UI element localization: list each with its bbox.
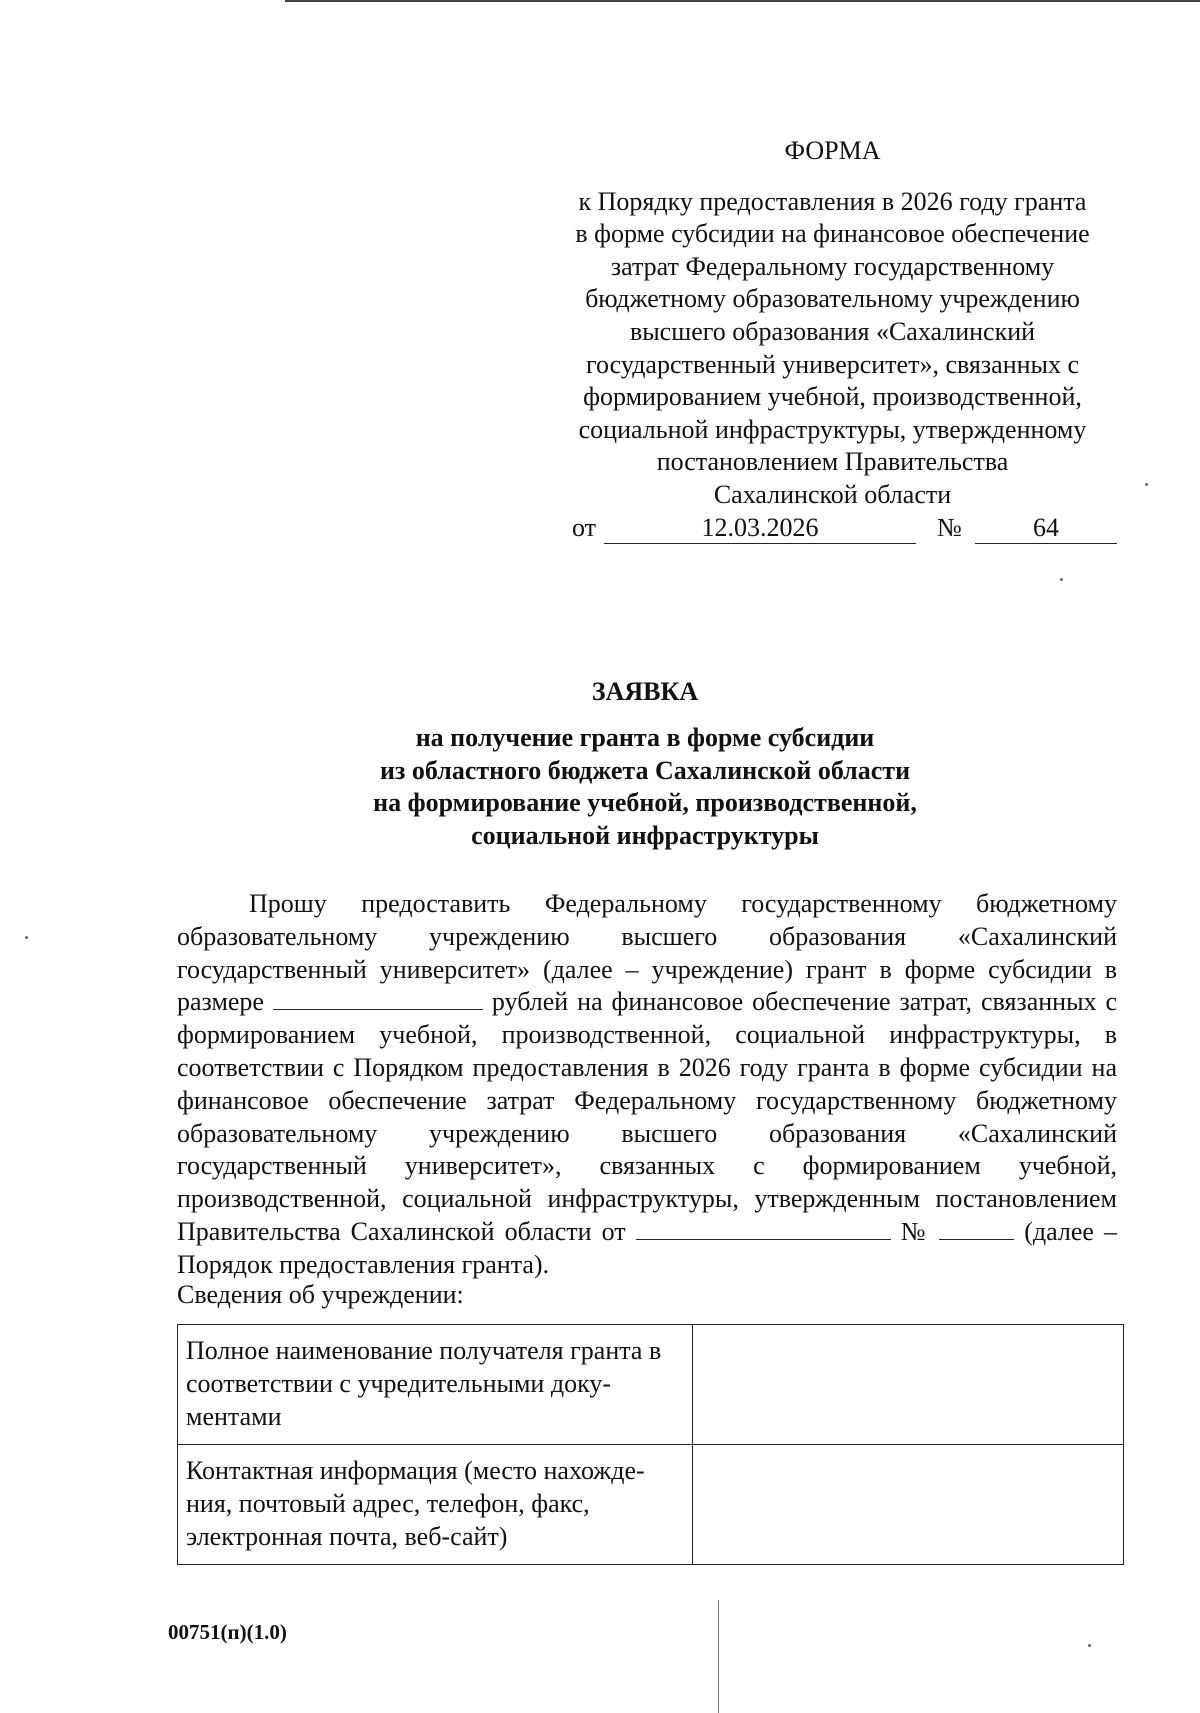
application-title: ЗАЯВКА: [591, 677, 699, 706]
body-text-part: от: [601, 1216, 626, 1246]
institution-info-table: [177, 1324, 1124, 1565]
body-text-part: Прошу предоставить Федеральному государственному бюджетному образовательному учреждению высшего образования «Сахалинский государственный университет» (далее – учреждение) грант в форме субсидии в размере: [177, 889, 1117, 1017]
application-subtitle-line: из областного бюджета Сахалинской области: [379, 755, 911, 785]
application-subtitle-line: социальной инфраструктуры: [471, 820, 819, 850]
form-description-line: формированием учебной, производственной,: [583, 382, 1082, 412]
form-description: [545, 186, 1120, 512]
application-subtitle-line: на формирование учебной, производственной,: [373, 788, 917, 818]
scan-speck: [25, 936, 28, 939]
decree-reference: [572, 513, 1117, 547]
form-description-line: бюджетному образовательному учреждению: [585, 284, 1080, 314]
form-description-line: высшего образования «Сахалинский: [629, 316, 1036, 346]
amount-blank-field: [273, 987, 483, 1010]
table-cell-value: [693, 1445, 1124, 1565]
application-subtitle: [200, 722, 1090, 852]
order-date-blank-field: [636, 1217, 891, 1240]
application-subtitle-line: на получение гранта в форме субсидии: [415, 723, 875, 752]
table-cell-value: [693, 1325, 1124, 1445]
scan-speck: [1145, 483, 1148, 486]
document-code: 00751(п)(1.0): [168, 1620, 287, 1644]
table-cell-label: Полное наименование получателя гранта в соответствии с учредительными доку-ментами: [178, 1325, 693, 1445]
scan-artifact-line: [718, 1600, 719, 1713]
form-description-line: социальной инфраструктуры, утвержденному: [578, 414, 1087, 444]
form-description-line: государственный университет», связанных с: [585, 349, 1080, 379]
table-row: [178, 1325, 1124, 1445]
table-row: [178, 1445, 1124, 1565]
decree-number-label: №: [937, 513, 962, 542]
top-border-line: [285, 0, 1200, 2]
form-description-line: к Порядку предоставления в 2026 году гранта: [578, 186, 1087, 216]
body-text-part: рублей на финансовое обеспечение затрат, связанных с формированием учебной, производственной, социальной инфраструктуры, в соответствии с Порядком предоставления в 2026 году гранта в форме субсидии на финансовое обеспечение затрат Федеральному государственному бюджетному образовательному учреждению высшего образования «Сахалинский государственный университет», связанных с формированием учебной, производственной, социальной инфраструктуры, утвержденным постановлением Правительства Сахалинской области: [177, 987, 1118, 1246]
scan-speck: [1060, 578, 1063, 581]
institution-info-label: Сведения об учреждении:: [177, 1280, 464, 1309]
order-number-blank-field: [939, 1217, 1014, 1240]
decree-date-value: 12.03.2026: [604, 513, 916, 544]
table-cell-label: Контактная информация (место нахожде-ния, почтовый адрес, телефон, факс, электронная почта, веб-сайт): [178, 1445, 693, 1565]
decree-number-value: 64: [975, 513, 1117, 544]
form-description-line: постановлением Правительства: [656, 447, 1009, 477]
decree-date-label: от: [572, 513, 597, 542]
form-description-line: Сахалинской области: [713, 479, 952, 509]
application-body: [177, 888, 1117, 1282]
body-text-part: №: [900, 1216, 930, 1246]
form-header: [545, 135, 1120, 512]
form-description-line: затрат Федеральному государственному: [610, 251, 1055, 281]
form-description-line: в форме субсидии на финансовое обеспечение: [575, 219, 1090, 249]
form-title: ФОРМА: [784, 136, 881, 165]
scan-speck: [1088, 1644, 1091, 1647]
body-text-part: (далее – Порядок предоставления гранта).: [177, 1216, 1118, 1279]
